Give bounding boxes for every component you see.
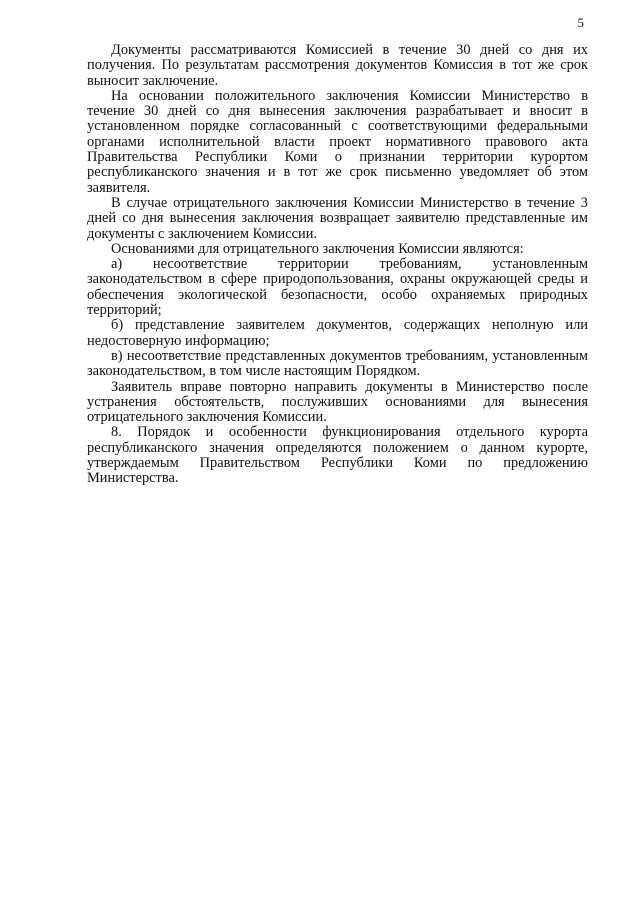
page-number: 5	[577, 15, 584, 30]
paragraph-negative-conclusion: В случае отрицательного заключения Комиссии Министерство в течение 3 дней со дня вынесения заключения возвращает заявителю представленные им документы с заключением Комиссии.	[87, 194, 588, 242]
paragraph-resubmission: Заявитель вправе повторно направить документы в Министерство после устранения обстоятельств, послуживших основаниями для вынесения отрицательного заключения Комиссии.	[87, 378, 588, 426]
paragraph-grounds-heading: Основаниями для отрицательного заключения Комиссии являются:	[111, 240, 524, 257]
paragraph-ground-a: а) несоответствие территории требованиям, установленным законодательством в сфере природопользования, охраны окружающей среды и обеспечения экологической безопасности, особо охраняемых природных территорий;	[87, 256, 588, 319]
paragraph-item-8: 8. Порядок и особенности функционирования отдельного курорта республиканского значения определяются положением о данном курорте, утверждаемым Правительством Республики Коми по предложению Министерства.	[87, 424, 588, 487]
document-body	[87, 43, 588, 487]
paragraph-review-period: Документы рассматриваются Комиссией в течение 30 дней со дня их получения. По результатам рассмотрения документов Комиссия в тот же срок выносит заключение.	[87, 42, 588, 89]
paragraph-ground-c: в) несоответствие представленных документов требованиям, установленным законодательством, в том числе настоящим Порядком.	[87, 347, 588, 380]
paragraph-ground-b: б) представление заявителем документов, содержащих неполную или недостоверную информацию;	[87, 317, 588, 349]
paragraph-positive-conclusion: На основании положительного заключения Комиссии Министерство в течение 30 дней со дня вынесения заключения разрабатывает и вносит в установленном порядке согласованный с соответствующими федеральными органами исполнительной власти проект нормативного правового акта Правительства Республики Коми о признании территории курортом республиканского значения и в тот же срок письменно уведомляет об этом заявителя.	[87, 87, 588, 196]
